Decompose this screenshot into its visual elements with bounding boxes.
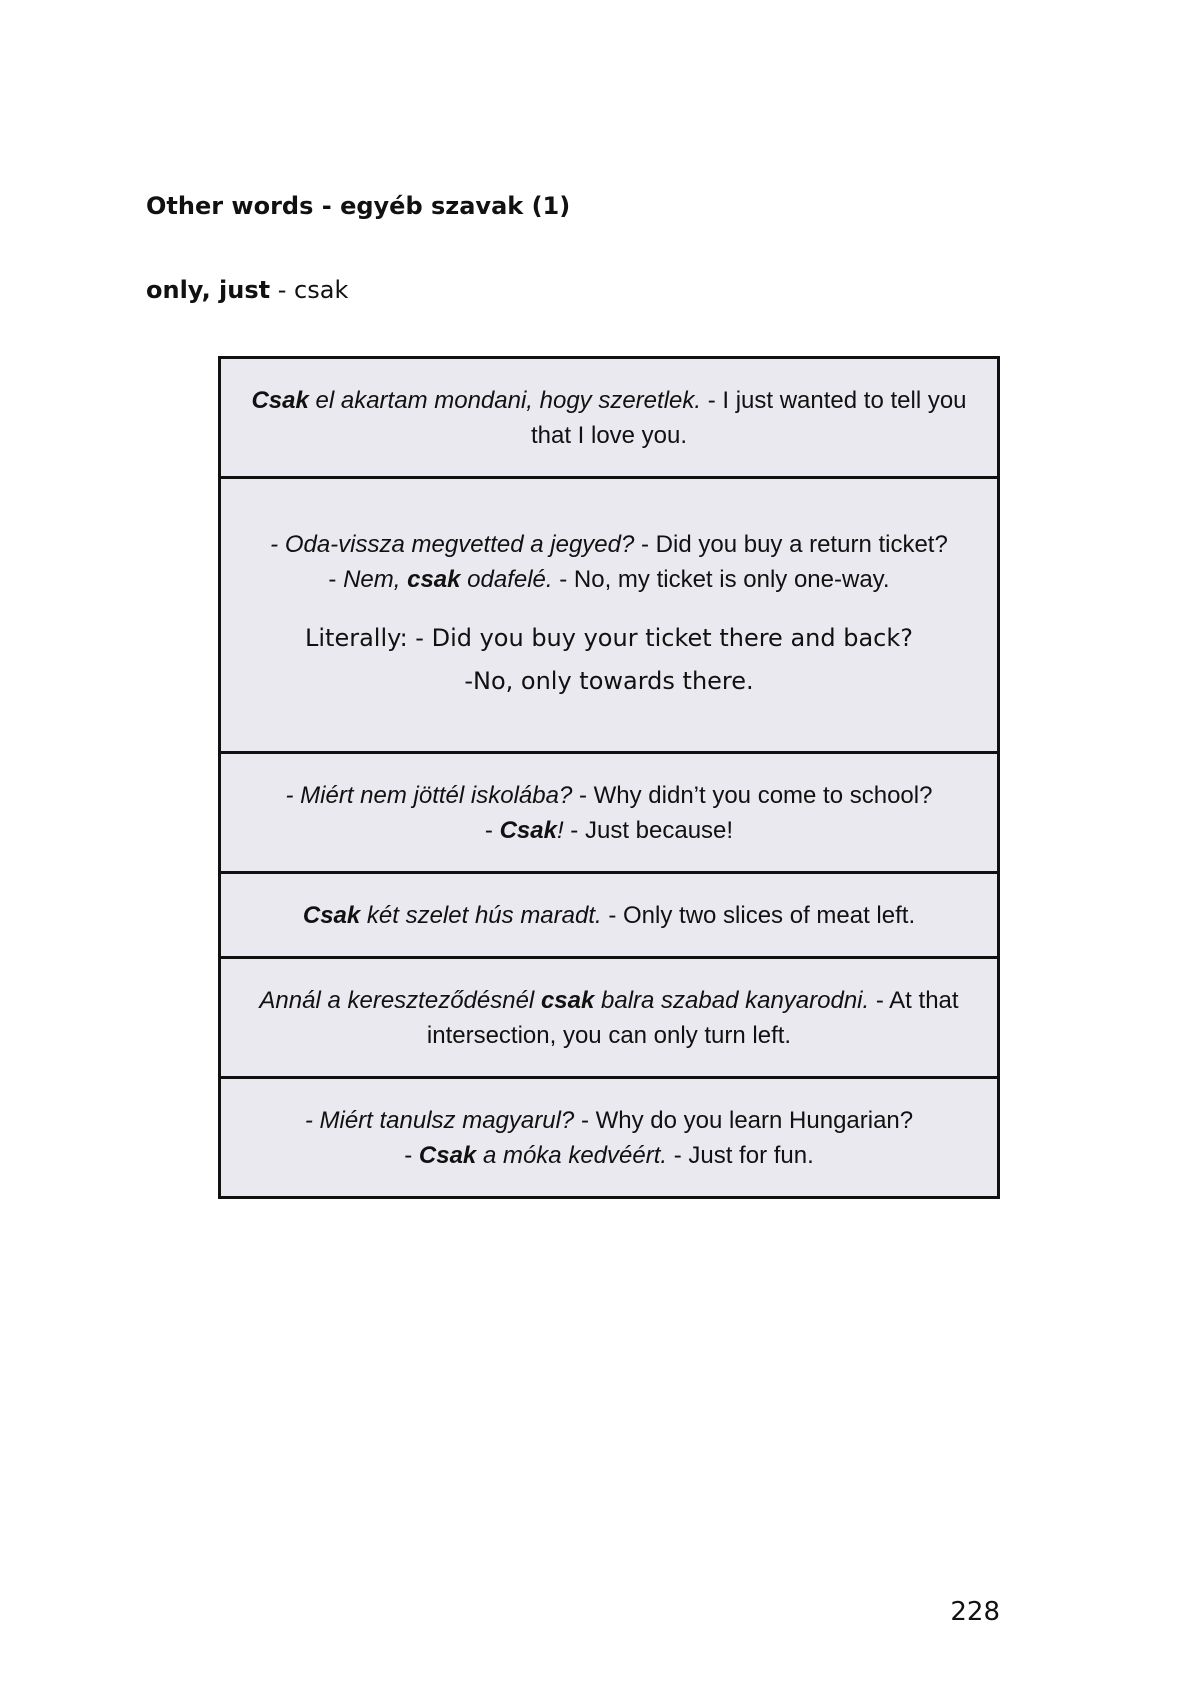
example-table	[218, 356, 1000, 1199]
english-text: - I just wanted to tell you that I love you.	[530, 386, 967, 449]
page-number: 228	[950, 1597, 1000, 1627]
hungarian-text: a móka kedvéért.	[476, 1141, 668, 1169]
example-line	[239, 813, 979, 848]
hungarian-text: Annál a kereszteződésnél	[259, 986, 541, 1014]
english-text: - Why do you learn Hungarian?	[574, 1106, 914, 1134]
english-text: - Why didn’t you come to school?	[572, 781, 933, 809]
hungarian-text: !	[556, 816, 564, 844]
hungarian-text: - Miért nem jöttél iskolába?	[285, 781, 573, 809]
english-text: - Did you buy a return ticket?	[634, 531, 948, 558]
hungarian-text: odafelé.	[460, 566, 553, 593]
vocab-translation: csak	[294, 276, 349, 304]
example-sentence	[239, 383, 979, 453]
english-text: - At that intersection, you can only turn left.	[426, 986, 959, 1049]
vocab-entry	[146, 276, 348, 304]
hungarian-text: - Oda-vissza megvetted a jegyed?	[270, 531, 635, 558]
example-row-4	[221, 871, 997, 956]
english-text: - No, my ticket is only one-way.	[552, 566, 890, 593]
dash: -	[328, 566, 344, 593]
dash: -	[404, 1141, 419, 1169]
example-row-3	[221, 751, 997, 871]
example-line	[239, 1103, 979, 1138]
english-text: - Just because!	[563, 816, 734, 844]
page-title: Other words - egyéb szavak (1)	[146, 192, 571, 220]
english-text: - Only two slices of meat left.	[601, 901, 916, 929]
example-line	[239, 1138, 979, 1173]
example-line	[239, 527, 979, 562]
keyword: Csak	[418, 1141, 477, 1169]
english-text: - Just for fun.	[667, 1141, 814, 1169]
hungarian-text: Nem,	[343, 566, 408, 593]
example-sentence	[239, 983, 979, 1053]
literal-translation	[239, 617, 979, 703]
example-line	[239, 778, 979, 813]
keyword: Csak	[302, 901, 361, 929]
example-row-5	[221, 956, 997, 1076]
literal-line: Literally: - Did you buy your ticket there and back?	[305, 624, 913, 652]
dash: -	[484, 816, 500, 844]
hungarian-text: két szelet hús maradt.	[360, 901, 602, 929]
literal-line: -No, only towards there.	[464, 667, 754, 695]
keyword: Csak	[499, 816, 557, 844]
keyword: Csak	[251, 386, 309, 414]
hungarian-text: el akartam mondani, hogy szeretlek.	[308, 386, 702, 414]
hungarian-text: balra szabad kanyarodni.	[594, 986, 870, 1014]
example-line	[239, 562, 979, 597]
vocab-separator: -	[270, 276, 295, 304]
keyword: csak	[407, 566, 461, 593]
keyword: csak	[540, 986, 595, 1014]
hungarian-text: - Miért tanulsz magyarul?	[304, 1106, 575, 1134]
example-row-2	[221, 476, 997, 751]
example-sentence	[239, 898, 979, 933]
example-row-1	[221, 359, 997, 476]
example-row-6	[221, 1076, 997, 1196]
vocab-term: only, just	[146, 276, 271, 304]
